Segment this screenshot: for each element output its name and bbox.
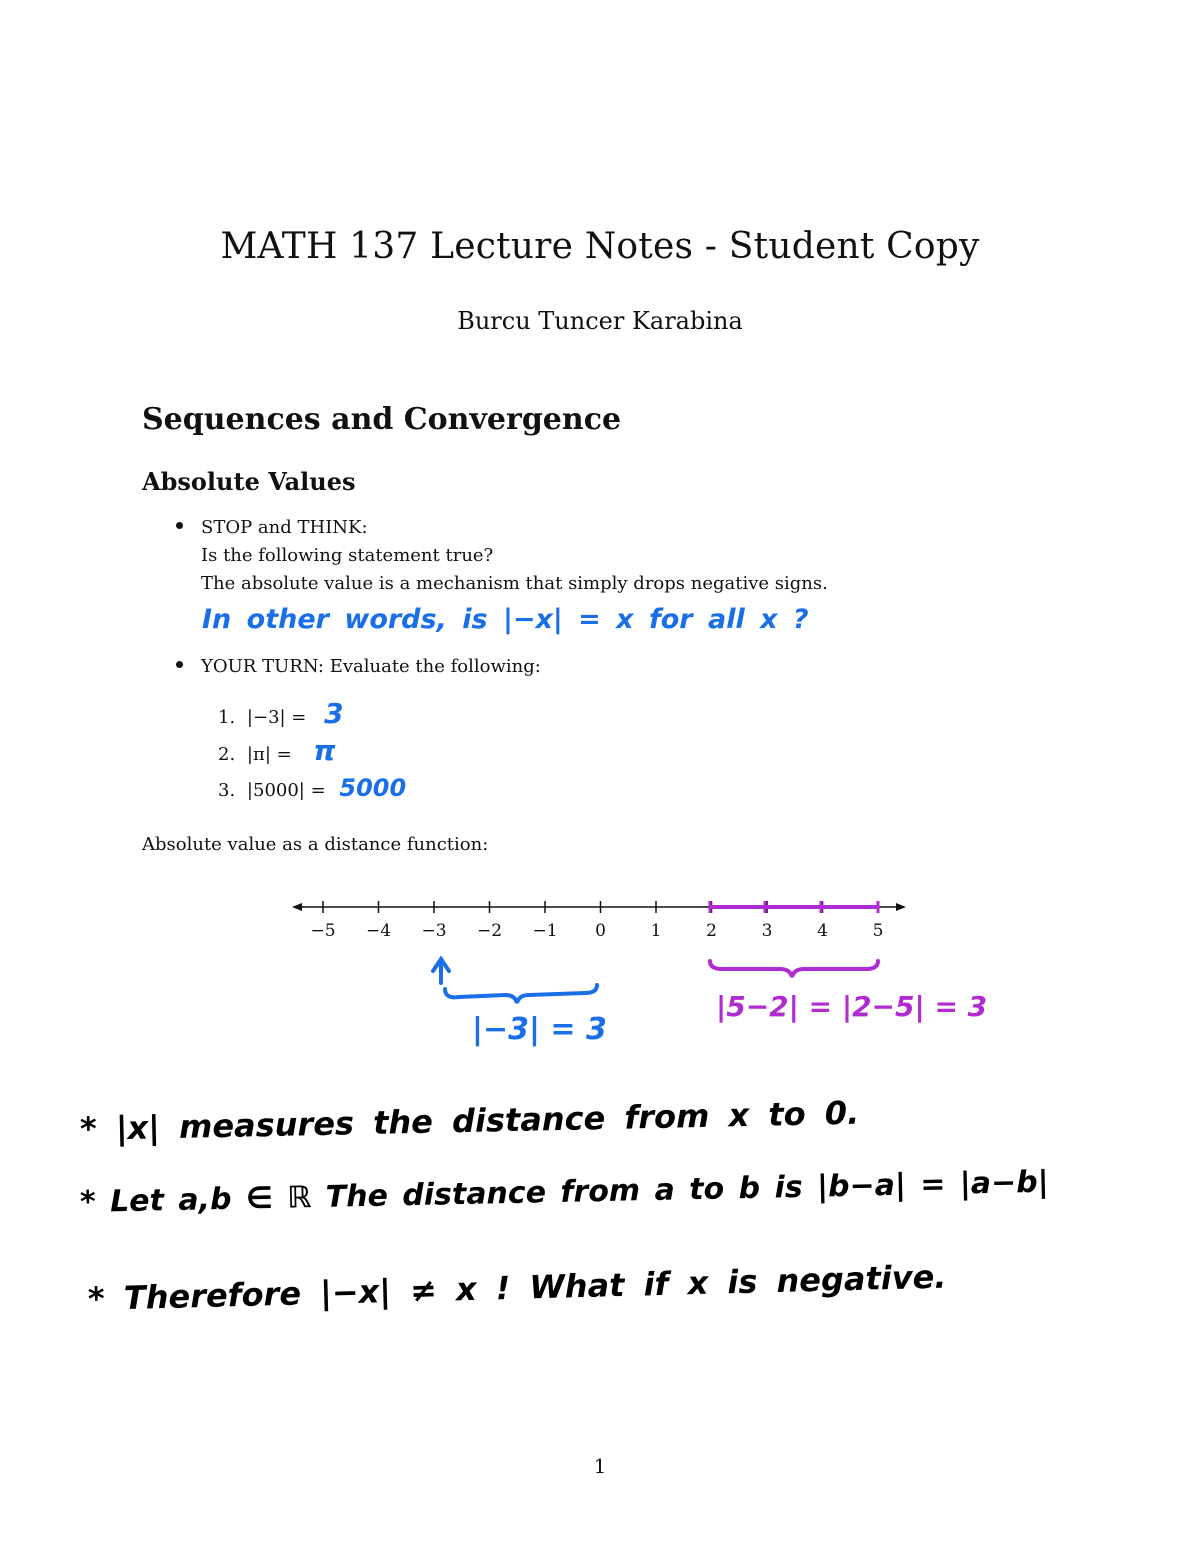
item-expression: |π| = <box>246 744 292 765</box>
item-expression: |5000| = <box>246 780 326 801</box>
handwritten-answer: 5000 <box>339 774 407 802</box>
tick-label: −1 <box>532 921 558 941</box>
bullet-dot <box>176 522 183 529</box>
page-title: MATH 137 Lecture Notes - Student Copy <box>220 226 980 267</box>
tick-label: 5 <box>872 921 884 941</box>
brace-icon <box>445 985 597 1003</box>
tick-label: −5 <box>310 921 336 941</box>
bullet-dot <box>176 661 183 668</box>
tick-label: 4 <box>817 921 828 941</box>
list-item <box>218 697 344 732</box>
tick-label: 2 <box>706 921 717 941</box>
tick-label: 3 <box>761 921 773 941</box>
stop-label: STOP and THINK: <box>201 517 368 538</box>
item-number: 1. <box>218 707 236 728</box>
tick-label: −3 <box>421 921 447 941</box>
handwritten-purple-label: |5−2| = |2−5| = 3 <box>716 990 988 1023</box>
right-arrow-icon <box>896 903 906 911</box>
list-item <box>218 774 406 805</box>
handwritten-note-2: * Let a,b ∈ ℝ The distance from a to b is |b−a| = |a−b| <box>79 1164 1049 1220</box>
handwritten-note-3: * Therefore |−x| ≠ x ! What if x is negative. <box>87 1257 947 1318</box>
page-number: 1 <box>593 1454 607 1478</box>
author-name: Burcu Tuncer Karabina <box>457 307 743 335</box>
handwritten-answer: 3 <box>324 697 344 730</box>
up-arrow-icon <box>433 959 449 983</box>
tick-label: 0 <box>595 921 606 941</box>
handwritten-note-1: * |x| measures the distance from x to 0. <box>79 1093 860 1148</box>
handwritten-blue-label: |−3| = 3 <box>472 1012 607 1047</box>
section-title: Sequences and Convergence <box>142 402 622 437</box>
tick-label: −4 <box>365 921 392 941</box>
item-number: 2. <box>218 744 236 765</box>
tick-label: −2 <box>476 921 503 941</box>
purple-brace-annotation <box>700 955 890 985</box>
handwritten-answer: π <box>313 734 336 767</box>
handwritten-other-words: In other words, is |−x| = x for all x ? <box>202 604 809 635</box>
item-expression: |−3| = <box>246 707 307 728</box>
item-number: 3. <box>218 780 236 801</box>
bullet-your-turn <box>176 653 541 681</box>
stop-line-2: The absolute value is a mechanism that simply drops negative signs. <box>201 573 828 594</box>
stop-line-1: Is the following statement true? <box>201 545 494 566</box>
left-arrow-icon <box>292 903 302 911</box>
bullet-stop-think <box>176 514 828 598</box>
subsection-title: Absolute Values <box>142 467 356 496</box>
distance-caption: Absolute value as a distance function: <box>142 834 489 855</box>
blue-brace-annotation <box>425 955 610 1015</box>
list-item <box>218 734 336 769</box>
your-turn-label: YOUR TURN: Evaluate the following: <box>201 656 541 677</box>
tick-label: 1 <box>650 921 662 941</box>
brace-icon <box>710 961 878 977</box>
